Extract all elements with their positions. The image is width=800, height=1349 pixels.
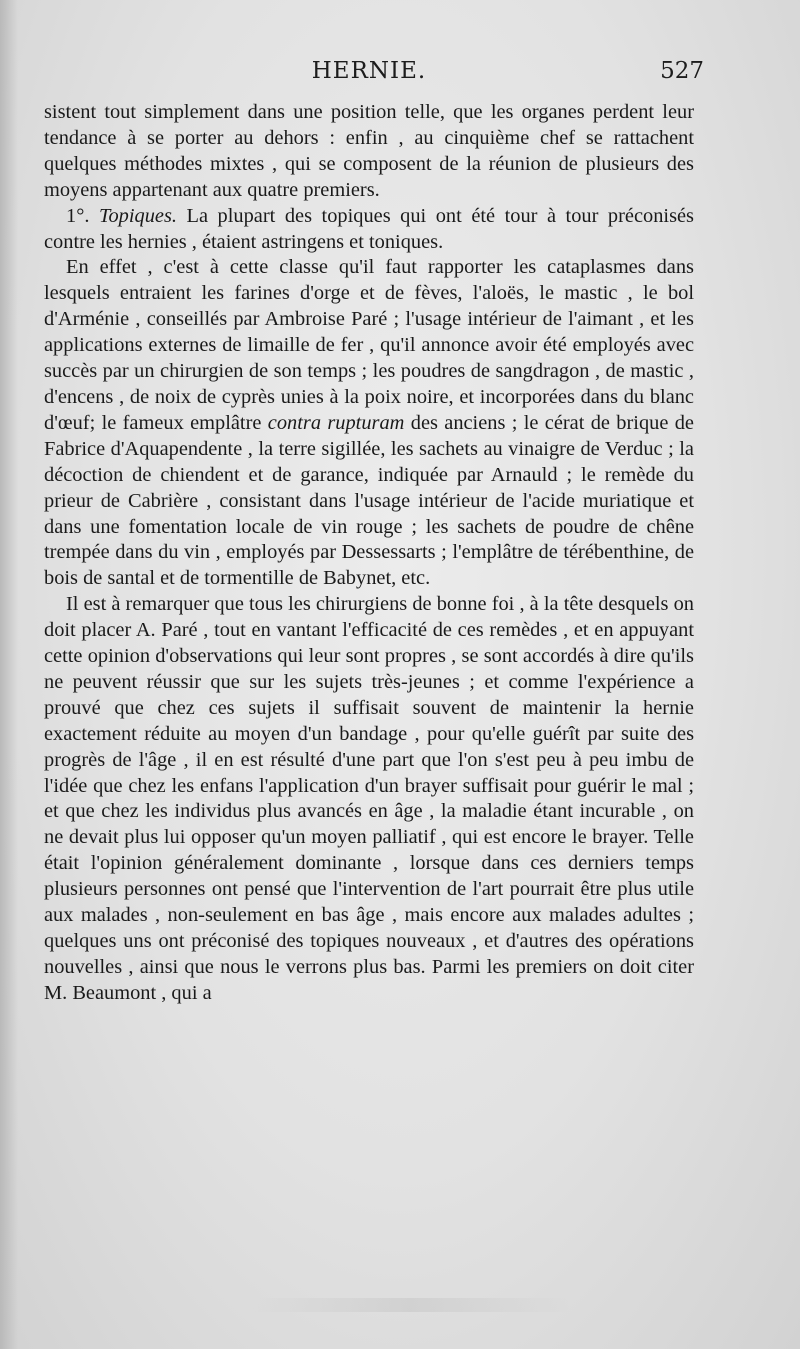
running-title: HERNIE. [311, 58, 427, 84]
running-head [44, 58, 704, 92]
paragraph-topiques [44, 204, 694, 256]
paragraph-en-effet [44, 255, 694, 592]
section-number: 1°. [66, 204, 90, 227]
page-number: 527 [660, 58, 704, 84]
paragraph-italic-term: contra rupturam [267, 411, 405, 434]
paragraph-il-est: Il est à remarquer que tous les chirurgiens de bonne foi , à la tête desquels on doit placer A. Paré , tout en vantant l'efficacité de ces remèdes , et en appuyant cette opinion d'observations qui leur sont propres , se sont accordés à dire qu'ils ne peuvent réussir que sur les sujets très-jeunes ; et comme l'expérience a prouvé que chez ces sujets il suffisait souvent de maintenir la hernie exactement réduite au moyen d'un bandage , pour qu'elle guérît par suite des progrès de l'âge , il en est résulté d'une part que l'on s'est peu à peu imbu de l'idée que chez les enfans l'application d'un brayer suffisait pour guérir le mal ; et que chez les individus plus avancés en âge , la maladie étant incurable , on ne devait plus lui opposer qu'un moyen palliatif , qui est encore le brayer. Telle était l'opinion généralement dominante , lorsque dans ces derniers temps plusieurs personnes ont pensé que l'intervention de l'art pourrait être plus utile aux malades , non-seulement en bas âge , mais encore aux malades adultes ; quelques uns ont préconisé des topiques nouveaux , et d'autres des opérations nouvelles , ainsi que nous le verrons plus bas. Parmi les premiers on doit citer M. Beaumont , qui a [44, 593, 694, 1004]
section-text: La plupart des topiques qui ont été tour à tour préconisés contre les hernies , étaient astringens et toniques. [44, 204, 694, 253]
section-heading: Topiques. [98, 204, 177, 227]
body-text [44, 100, 694, 1007]
paragraph-text-before: En effet , c'est à cette classe qu'il faut rapporter les cataplasmes dans lesquels entraient les farines d'orge et de fèves, l'aloës, le mastic , le bol d'Arménie , conseillés par Ambroise Paré ; l'usage intérieur de l'aimant , et les applications externes de limaille de fer , qu'il annonce avoir été employés avec succès par un chirurgien de son temps ; les poudres de sangdragon , de mastic , d'encens , de noix de cyprès unies à la poix noire, et incorporées dans du blanc d'œuf; le fameux emplâtre [44, 256, 694, 434]
bleed-through-shadow [250, 1298, 570, 1312]
paragraph-continuation: sistent tout simplement dans une position telle, que les organes perdent leur tendance à se porter au dehors : enfin , au cinquième chef se rattachent quelques méthodes mixtes , qui se composent de la réunion de plusieurs des moyens appartenant aux quatre premiers. [44, 101, 694, 201]
paragraph-text-after: des anciens ; le cérat de brique de Fabrice d'Aquapendente , la terre sigillée, les sachets au vinaigre de Verduc ; la décoction de chiendent et de garance, indiquée par Arnauld ; le remède du prieur de Cabrière , consistant dans l'usage intérieur de l'acide muriatique et dans une fomentation locale de vin rouge ; les sachets de poudre de chêne trempée dans du vin , employés par Dessessarts ; l'emplâtre de térébenthine, de bois de santal et de tormentille de Babynet, etc. [44, 411, 694, 590]
